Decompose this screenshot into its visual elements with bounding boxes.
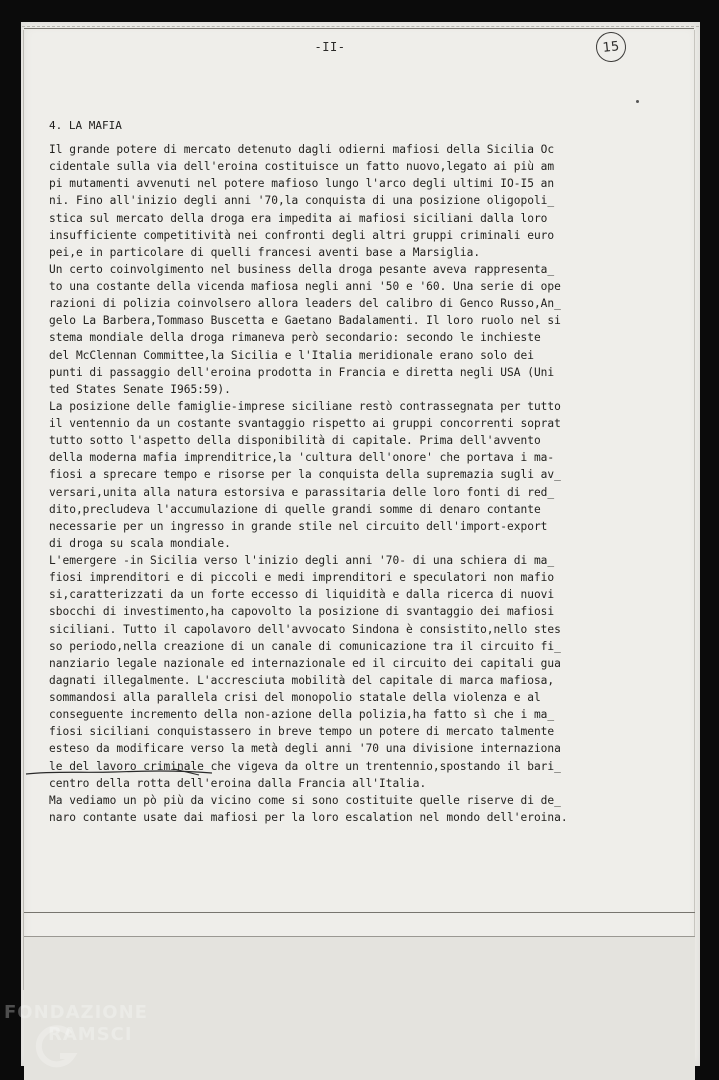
left-margin-edge — [23, 30, 24, 990]
text-line: pi mutamenti avvenuti nel potere mafioso lungo l'arco degli ultimi IO-I5 an — [49, 177, 555, 191]
page-number: -II- — [314, 40, 346, 54]
top-rule — [24, 28, 694, 29]
text-line: Il grande potere di mercato detenuto dagli odierni mafiosi della Sicilia Oc — [49, 143, 555, 156]
text-line: sbocchi di investimento,ha capovolto la posizione di svantaggio dei mafiosi — [49, 605, 555, 619]
text-line: La posizione delle famiglie-imprese siciliane restò contrassegnata per tutto — [49, 399, 561, 413]
watermark-line1: FONDAZIONE — [4, 1002, 148, 1023]
section-heading: 4. LA MAFIA — [49, 119, 122, 132]
text-line: Ma vediamo un pò più da vicino come si sono costituite quelle riserve di de_ — [49, 793, 561, 807]
text-line: stica sul mercato della droga era impedita ai mafiosi siciliani dalla loro — [49, 211, 548, 225]
text-line: insufficiente competitività nei confronti degli altri gruppi criminali euro — [49, 228, 555, 242]
text-line: ni. Fino all'inizio degli anni '70,la conquista di una posizione oligopoli_ — [49, 194, 555, 208]
text-line: so periodo,nella creazione di un canale di comunicazione tra il circuito fi_ — [49, 639, 561, 653]
archive-stamp: 15 — [595, 31, 628, 64]
text-line: dagnati illegalmente. L'accresciuta mobilità del capitale di marca mafiosa, — [49, 673, 555, 687]
text-line: razioni di polizia coinvolsero allora leaders del calibro di Genco Russo,An_ — [49, 297, 561, 311]
text-line: conseguente incremento della non-azione della polizia,ha fatto sì che i ma_ — [49, 708, 555, 722]
text-line: di droga su scala mondiale. — [49, 536, 231, 550]
text-line: sommandosi alla parallela crisi del monopolio statale della violenza e al — [49, 691, 541, 704]
text-line: fiosi siciliani conquistassero in breve tempo un potere di mercato talmente — [49, 725, 555, 739]
text-line: gelo La Barbera,Tommaso Buscetta e Gaetano Badalamenti. Il loro ruolo nel si — [49, 314, 561, 328]
text-line: pei,e in particolare di quelli francesi aventi base a Marsiglia. — [49, 245, 481, 259]
text-line: fiosi imprenditori e di piccoli e medi imprenditori e speculatori non mafio — [49, 571, 555, 585]
text-line: punti di passaggio dell'eroina prodotta in Francia e diretta negli USA (Uni — [49, 365, 555, 379]
text-line: ted States Senate I965:59). — [49, 382, 231, 396]
text-line: siciliani. Tutto il capolavoro dell'avvocato Sindona è consistito,nello stes — [49, 622, 561, 636]
text-line: to una costante della vicenda mafiosa negli anni '50 e '60. Una serie di ope — [49, 280, 561, 293]
margin-mark — [636, 100, 639, 103]
watermark-line2: RAMSCI — [48, 1024, 133, 1045]
bottom-rule — [24, 912, 695, 913]
text-line: stema mondiale della droga rimaneva però secondario: secondo le inchieste — [49, 331, 541, 345]
text-line: cidentale sulla via dell'eroina costituisce un fatto nuovo,legato ai più am — [49, 160, 555, 174]
text-line: fiosi a sprecare tempo e risorse per la conquista della supremazia sugli av_ — [49, 468, 561, 482]
bottom-rule-2 — [24, 936, 695, 937]
text-line: della moderna mafia imprenditrice,la 'cultura dell'onore' che portava i ma- — [49, 451, 555, 465]
text-line: dito,precludeva l'accumulazione di quelle grandi somme di denaro contante — [49, 502, 541, 516]
text-line: del McClennan Committee,la Sicilia e l'Italia meridionale erano solo dei — [49, 348, 534, 362]
text-line: L'emergere -in Sicilia verso l'inizio degli anni '70- di una schiera di ma_ — [49, 554, 555, 567]
right-margin-edge — [694, 30, 695, 990]
text-line: il ventennio da un costante svantaggio rispetto ai gruppi concorrenti soprat — [49, 417, 561, 430]
watermark — [4, 1002, 148, 1046]
page-edge-top — [22, 26, 699, 27]
text-line: le del lavoro criminale che vigeva da oltre un trentennio,spostando il bari_ — [49, 759, 561, 773]
text-line: si,caratterizzati da un forte eccesso di liquidità e dalla ricerca di nuovi — [49, 588, 555, 602]
text-line: nanziario legale nazionale ed internazionale ed il circuito dei capitali gua — [49, 656, 561, 670]
text-line: centro della rotta dell'eroina dalla Francia all'Italia. — [49, 776, 427, 790]
text-line: esteso da modificare verso la metà degli anni '70 una divisione internaziona — [49, 742, 561, 756]
text-line: naro contante usate dai mafiosi per la loro escalation nel mondo dell'eroina. — [49, 810, 568, 824]
text-line: tutto sotto l'aspetto della disponibilità di capitale. Prima dell'avvento — [49, 434, 541, 448]
text-line: necessarie per un ingresso in grande stile nel circuito dell'import-export — [49, 519, 548, 533]
body-text — [49, 141, 649, 826]
text-line: Un certo coinvolgimento nel business della droga pesante aveva rappresenta_ — [49, 262, 555, 276]
text-line: versari,unita alla natura estorsiva e parassitaria delle loro fonti di red_ — [49, 485, 555, 499]
